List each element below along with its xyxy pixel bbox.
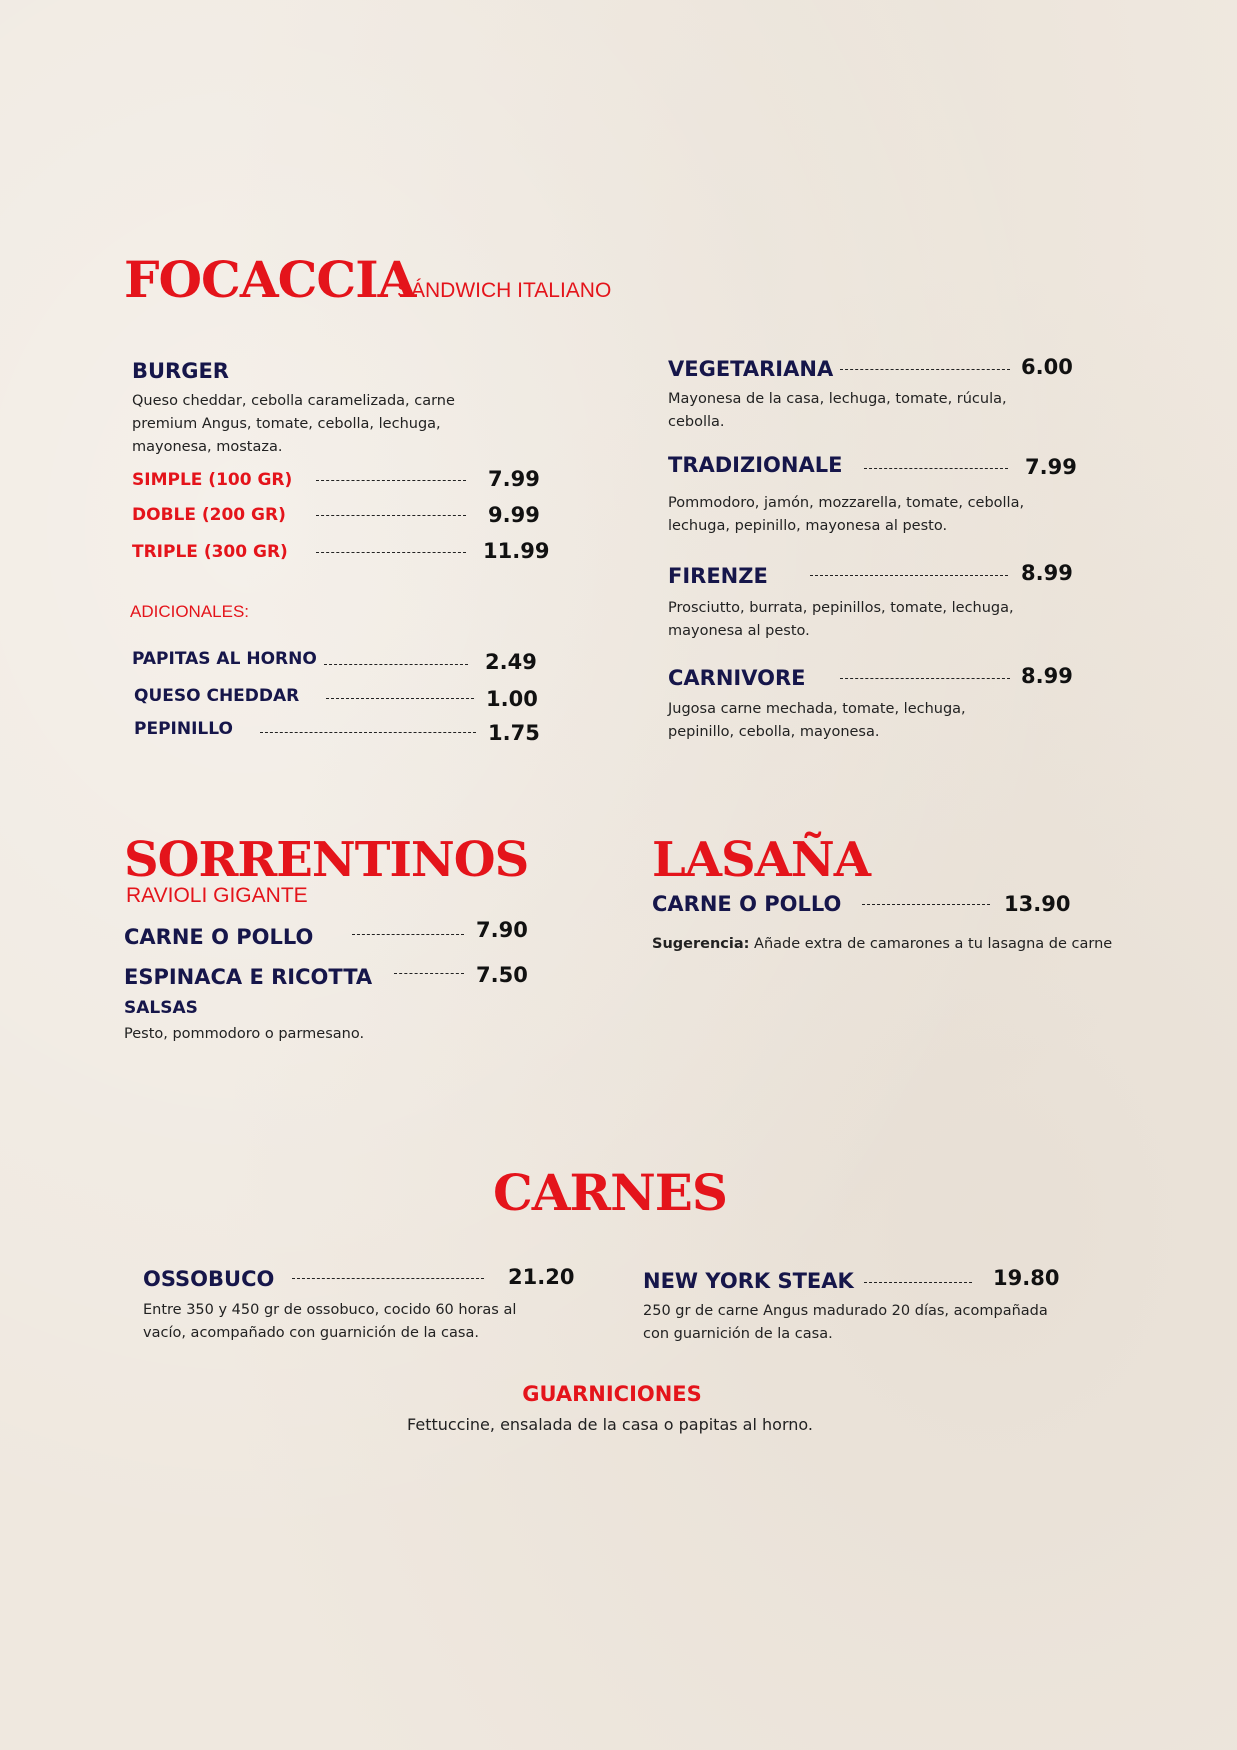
- adicional-papitas: PAPITAS AL HORNO: [132, 649, 317, 669]
- salsas-text: Pesto, pommodoro o parmesano.: [124, 1026, 365, 1042]
- adicional-queso-price: 1.00: [486, 687, 538, 711]
- item-carnivore-price: 8.99: [1021, 664, 1073, 688]
- guarniciones-text: Fettuccine, ensalada de la casa o papitas al horno.: [407, 1415, 813, 1434]
- dash-leader: [316, 480, 466, 481]
- item-firenze-description: Prosciutto, burrata, pepinillos, tomate, lechuga, mayonesa al pesto.: [668, 600, 1014, 639]
- dash-leader: [352, 934, 464, 935]
- lasana-suggestion: [652, 933, 1112, 956]
- dash-leader: [326, 698, 474, 699]
- burger-name: BURGER: [132, 359, 229, 383]
- item-new-york-steak-description: 250 gr de carne Angus madurado 20 días, acompañada con guarnición de la casa.: [643, 1303, 1048, 1342]
- item-firenze: FIRENZE: [668, 564, 768, 588]
- dash-leader: [864, 468, 1008, 469]
- item-carnivore: CARNIVORE: [668, 666, 806, 690]
- item-ossobuco-description: Entre 350 y 450 gr de ossobuco, cocido 60 horas al vacío, acompañado con guarnición de la casa.: [143, 1302, 517, 1341]
- sorrentinos-carne-pollo-price: 7.90: [476, 918, 528, 942]
- dash-leader: [840, 678, 1010, 679]
- lasana-carne-pollo: CARNE O POLLO: [652, 892, 842, 916]
- suggestion-text: Añade extra de camarones a tu lasagna de carne: [749, 936, 1113, 952]
- item-ossobuco-price: 21.20: [508, 1265, 575, 1289]
- dash-leader: [324, 664, 468, 665]
- sorrentinos-subtitle: RAVIOLI GIGANTE: [126, 884, 308, 907]
- item-tradizionale-description: Pommodoro, jamón, mozzarella, tomate, cebolla, lechuga, pepinillo, mayonesa al pesto.: [668, 495, 1025, 534]
- dash-leader: [810, 575, 1008, 576]
- sorrentinos-carne-pollo: CARNE O POLLO: [124, 925, 314, 949]
- adicional-pepinillo: PEPINILLO: [134, 719, 233, 739]
- focaccia-title: FOCACCIA: [124, 250, 416, 309]
- item-ossobuco: OSSOBUCO: [143, 1267, 275, 1291]
- item-tradizionale: TRADIZIONALE: [668, 453, 843, 477]
- suggestion-label: Sugerencia:: [652, 936, 750, 952]
- adicional-pepinillo-price: 1.75: [488, 721, 540, 745]
- guarniciones-label: GUARNICIONES: [522, 1382, 702, 1406]
- carnes-title: CARNES: [492, 1163, 728, 1222]
- item-vegetariana-price: 6.00: [1021, 355, 1073, 379]
- sorrentinos-espinaca: ESPINACA E RICOTTA: [124, 965, 373, 989]
- dash-leader: [864, 1282, 972, 1283]
- item-new-york-steak: NEW YORK STEAK: [643, 1269, 854, 1293]
- burger-size-simple-price: 7.99: [488, 467, 540, 491]
- sorrentinos-espinaca-price: 7.50: [476, 963, 528, 987]
- burger-size-simple: SIMPLE (100 GR): [132, 470, 293, 490]
- burger-size-doble-price: 9.99: [488, 503, 540, 527]
- adicional-papitas-price: 2.49: [485, 650, 537, 674]
- salsas-label: SALSAS: [124, 998, 198, 1018]
- item-vegetariana: VEGETARIANA: [668, 357, 834, 381]
- adicionales-label: ADICIONALES:: [130, 602, 250, 621]
- burger-size-triple-price: 11.99: [483, 539, 550, 563]
- item-carnivore-description: Jugosa carne mechada, tomate, lechuga, pepinillo, cebolla, mayonesa.: [668, 701, 966, 740]
- focaccia-subtitle: SÁNDWICH ITALIANO: [397, 279, 612, 302]
- lasana-title: LASAÑA: [652, 832, 871, 888]
- item-new-york-steak-price: 19.80: [993, 1266, 1060, 1290]
- burger-description: Queso cheddar, cebolla caramelizada, carne premium Angus, tomate, cebolla, lechuga, mayonesa, mostaza.: [132, 393, 455, 455]
- dash-leader: [260, 732, 476, 733]
- dash-leader: [316, 552, 466, 553]
- dash-leader: [394, 973, 464, 974]
- dash-leader: [840, 369, 1010, 370]
- item-vegetariana-description: Mayonesa de la casa, lechuga, tomate, rúcula, cebolla.: [668, 391, 1007, 430]
- dash-leader: [316, 515, 466, 516]
- dash-leader: [862, 904, 990, 905]
- adicional-queso: QUESO CHEDDAR: [134, 686, 300, 706]
- sorrentinos-title: SORRENTINOS: [124, 832, 529, 888]
- item-firenze-price: 8.99: [1021, 561, 1073, 585]
- burger-size-triple: TRIPLE (300 GR): [132, 542, 288, 562]
- dash-leader: [292, 1278, 484, 1279]
- burger-size-doble: DOBLE (200 GR): [132, 505, 286, 525]
- item-tradizionale-price: 7.99: [1025, 455, 1077, 479]
- lasana-carne-pollo-price: 13.90: [1004, 892, 1071, 916]
